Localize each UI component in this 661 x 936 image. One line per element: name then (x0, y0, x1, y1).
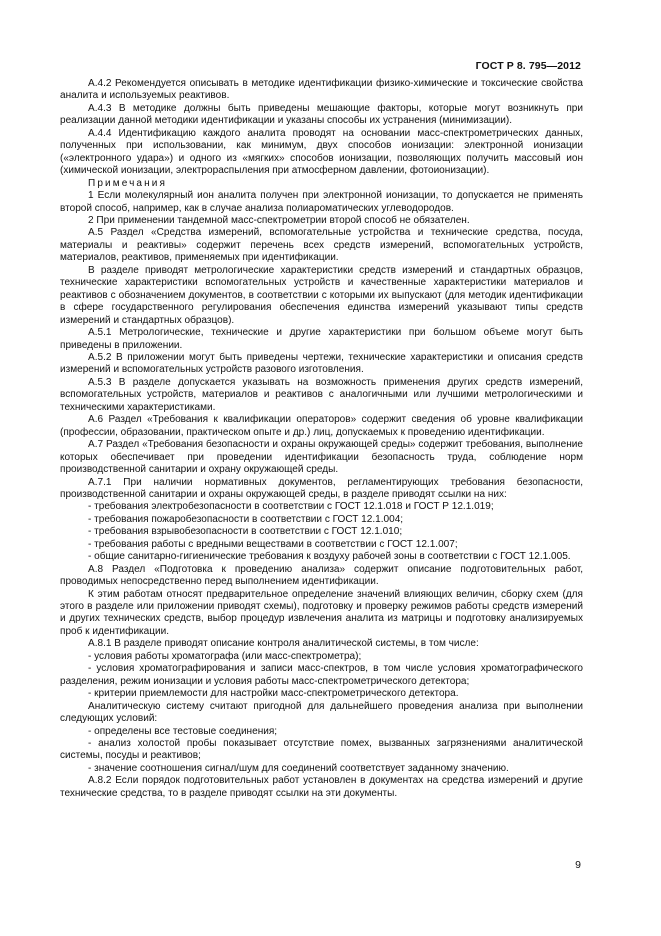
note-1: 1 Если молекулярный ион аналита получен при электронной ионизации, то допускается не применять второй способ, например, как в случае анализа полиароматических углеводородов. (60, 190, 583, 214)
paragraph-a-8-1-conditions: Аналитическую систему считают пригодной для дальнейшего проведения анализа при выполнении следующих условий: (60, 700, 583, 725)
page-number: 9 (575, 859, 581, 871)
list-item: - критерии приемлемости для настройки масс-спектрометрического детектора. (88, 688, 459, 700)
paragraph-a-8-1: А.8.1 В разделе приводят описание контроля аналитической системы, в том числе: (88, 638, 479, 650)
paragraph-a-8: А.8 Раздел «Подготовка к проведению анализа» содержит описание подготовительных работ, проводимых непосредственно перед выполнением идентификации. (60, 563, 583, 588)
document-header: ГОСТ Р 8. 795—2012 (475, 60, 581, 72)
list-item: - условия хроматографирования и записи масс-спектров, в том числе условия хроматографического разделения, режим ионизации и условия работы масс-спектрометрического детектора; (60, 663, 583, 687)
list-item: - требования электробезопасности в соответствии с ГОСТ 12.1.018 и ГОСТ Р 12.1.019; (88, 501, 494, 513)
list-item: - общие санитарно-гигиенические требования к воздуху рабочей зоны в соответствии с ГОСТ 12.1.005. (88, 551, 571, 563)
list-item: - значение соотношения сигнал/шум для соединений соответствует заданному значению. (88, 762, 509, 774)
paragraph-a-5: А.5 Раздел «Средства измерений, вспомогательные устройства и технические средства, посуда, материалы и реактивы» содержит перечень всех средств измерений, вспомогательных устройств, материалов, реактивов, применяемых при идентификации. (60, 227, 583, 264)
notes-heading: Примечания (88, 177, 168, 189)
paragraph-a-7: А.7 Раздел «Требования безопасности и охраны окружающей среды» содержит требования, выполнение которых обеспечивает при проведении идентификации безопасность труда, соблюдение норм производственной санитарии и охрану окружающей среды. (60, 439, 583, 476)
paragraph-a-4-3: А.4.3 В методике должны быть приведены мешающие факторы, которые могут возникнуть при реализации данной методики идентификации и указаны способы их устранения (минимизации). (60, 102, 583, 127)
paragraph-a-8-2: А.8.2 Если порядок подготовительных работ установлен в документах на средства измерений и другие технические средства, то в разделе приводят ссылки на эти документы. (60, 775, 583, 799)
paragraph-a-5-details: В разделе приводят метрологические характеристики средств измерений и стандартных образцов, технические характеристики вспомогательных устройств и качественные характеристики материалов и реактивов с обозначением документов, в соответствии с которыми их выпускают (для методик идентификации в сфере государственного регулирования обеспечения единства измерений указывают типы средств измерений и стандартных образцов). (60, 264, 583, 326)
paragraph-a-5-2: А.5.2 В приложении могут быть приведены чертежи, технические характеристики и описания средств измерений и вспомогательных устройств разового изготовления. (60, 351, 583, 376)
paragraph-a-5-1: А.5.1 Метрологические, технические и другие характеристики при большом объеме могут быть приведены в приложении. (60, 327, 583, 351)
list-item: - определены все тестовые соединения; (88, 725, 278, 737)
list-item: - требования работы с вредными веществами в соответствии с ГОСТ 12.1.007; (88, 538, 458, 550)
document-body (60, 78, 583, 800)
list-item: - требования взрывобезопасности в соответствии с ГОСТ 12.1.010; (88, 526, 403, 538)
list-item: - условия работы хроматографа (или масс-спектрометра); (88, 650, 362, 662)
list-item: - требования пожаробезопасности в соответствии с ГОСТ 12.1.004; (88, 513, 404, 525)
paragraph-a-6: А.6 Раздел «Требования к квалификации операторов» содержит сведения об уровне квалификации (профессии, образовании, практическом опыте и др.) лиц, допускаемых к проведению идентификации. (60, 414, 583, 438)
paragraph-a-4-2: А.4.2 Рекомендуется описывать в методике идентификации физико-химические и токсические свойства аналита и используемых реактивов. (60, 78, 583, 102)
paragraph-a-5-3: А.5.3 В разделе допускается указывать на возможность применения других средств измерений, вспомогательных устройств, материалов и реактивов с аналогичными или лучшими метрологическими и техническими характеристиками. (60, 376, 583, 413)
paragraph-a-4-4: А.4.4 Идентификацию каждого аналита проводят на основании масс-спектрометрических данных, полученных при использовании, как минимум, двух способов ионизации: электронной ионизации («электронного удара») и одного из «мягких» способов ионизации, позволяющих получить массовый ион (химической ионизации, электрораспыления при атмосферном давлении, фотоионизации). (60, 127, 583, 177)
list-item: - анализ холостой пробы показывает отсутствие помех, вызванных загрязнениями аналитической системы, посуды и реактивов; (60, 738, 583, 762)
paragraph-a-7-1: А.7.1 При наличии нормативных документов, регламентирующих требования безопасности, производственной санитарии и охраны окружающей среды, в разделе приводят ссылки на них: (60, 476, 583, 500)
note-2: 2 При применении тандемной масс-спектрометрии второй способ не обязателен. (88, 214, 470, 226)
paragraph-a-8-details: К этим работам относят предварительное определение значений влияющих величин, сборку схем (для этого в разделе или приложении приводят схемы), подготовку и проверку режимов работы средств измерений и других технических средств, выбор процедур извлечения аналита из матрицы и подготовку анализируемых проб к идентификации. (60, 588, 583, 637)
